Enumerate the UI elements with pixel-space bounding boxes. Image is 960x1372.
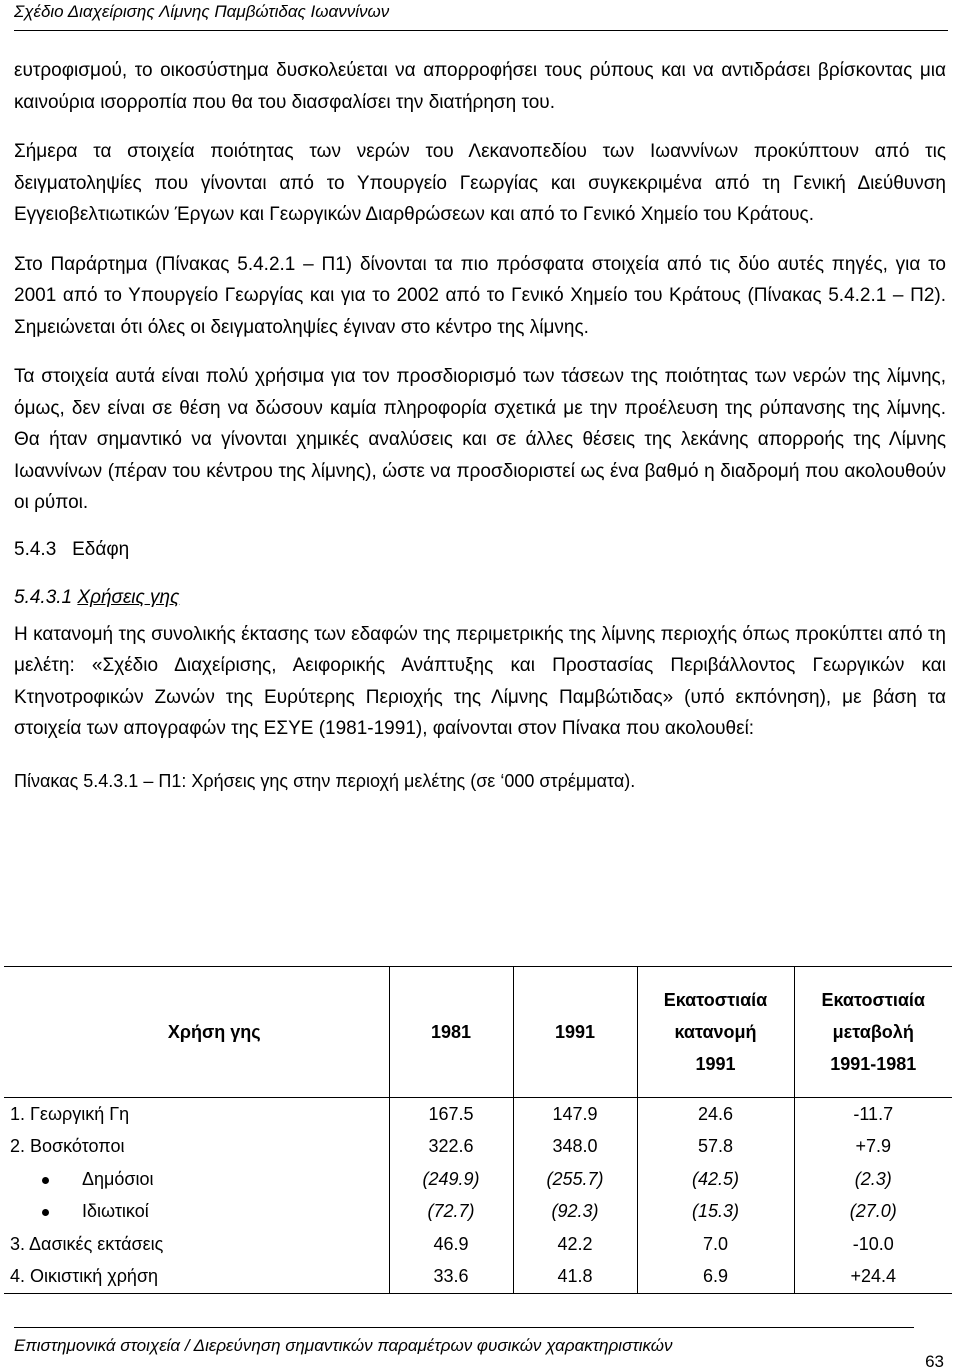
paragraph-1: ευτροφισμού, το οικοσύστημα δυσκολεύεται να απορροφήσει τους ρύπους και να αντιδράσει βρίσκοντας μια καινούρια ισορροπία που θα του διασφαλίσει την διατήρηση του.: [14, 60, 946, 113]
row-label: Ιδιωτικοί: [4, 1196, 389, 1229]
cell-percent: 7.0: [637, 1228, 794, 1261]
land-use-table: [4, 966, 952, 1294]
row-label: 1. Γεωργική Γη: [10, 1103, 130, 1124]
table-row: [4, 1131, 952, 1164]
section-heading: [14, 533, 946, 567]
cell-percent: (15.3): [637, 1196, 794, 1229]
cell-percent: 57.8: [637, 1131, 794, 1164]
bullet-icon: [42, 1169, 82, 1190]
cell-percent: 24.6: [637, 1098, 794, 1131]
cell-change: +7.9: [794, 1131, 952, 1164]
table-row: [4, 1196, 952, 1229]
bullet-icon: [42, 1201, 82, 1222]
section-title: Εδάφη: [72, 538, 130, 560]
cell-change: -10.0: [794, 1228, 952, 1261]
subsection-title: Χρήσεις γης: [77, 586, 180, 608]
subsection-heading: [14, 581, 946, 615]
row-label: 4. Οικιστική χρήση: [4, 1261, 389, 1294]
cell-change: (2.3): [794, 1163, 952, 1196]
cell-percent: (42.5): [637, 1163, 794, 1196]
header-rule: [14, 30, 948, 31]
paragraph-3: Στο Παράρτημα (Πίνακας 5.4.2.1 – Π1) δίνονται τα πιο πρόσφατα στοιχεία από τις δύο αυτές πηγές, για το 2001 από το Υπουργείο Γεωργίας και για το 2002 από το Γενικό Χημείο του Κράτους (Πίνακας 5.4.2.1 – Π2). Σημειώνεται ότι όλες οι δειγματοληψίες έγιναν στο κέντρο της λίμνης.: [14, 253, 946, 338]
header-percent-distribution: Εκατοστιαία κατανομή 1991: [637, 967, 794, 1098]
cell-1981: 46.9: [389, 1228, 513, 1261]
cell-1991: 147.9: [513, 1098, 637, 1131]
cell-1991: 41.8: [513, 1261, 637, 1294]
footer-rule: [14, 1327, 914, 1328]
cell-1991: 42.2: [513, 1228, 637, 1261]
cell-change: (27.0): [794, 1196, 952, 1229]
table-header-row: [4, 967, 952, 1098]
cell-1981: 167.5: [389, 1098, 513, 1131]
row-label: Δημόσιοι: [4, 1163, 389, 1196]
header-percent-change: Εκατοστιαία μεταβολή 1991-1981: [794, 967, 952, 1098]
paragraph-5: Η κατανομή της συνολικής έκτασης των εδαφών της περιμετρικής της λίμνης περιοχής όπως προκύπτει από τη μελέτη: «Σχέδιο Διαχείρισης, Αειφορικής Ανάπτυξης και Προστασίας Περιβάλλοντος Γεωργικών και Κτηνοτροφικών Ζωνών της Ευρύτερης Περιοχής της Λίμνης Παμβώτιδας» (υπό εκπόνηση), με βάση τα στοιχεία των απογραφών της ΕΣΥΕ (1981-1991), φαίνονται στον Πίνακα που ακολουθεί:: [14, 623, 946, 739]
table-caption: Πίνακας 5.4.3.1 – Π1: Χρήσεις γης στην περιοχή μελέτης (σε ‘000 στρέμματα).: [14, 770, 636, 791]
cell-1981: (249.9): [389, 1163, 513, 1196]
subsection-number: 5.4.3.1: [14, 586, 73, 608]
header-use: Χρήση γης: [4, 967, 389, 1098]
table-row: [4, 1228, 952, 1261]
section-number: 5.4.3: [14, 538, 57, 560]
row-label: 3. Δασικές εκτάσεις: [10, 1233, 164, 1254]
paragraph-4: Τα στοιχεία αυτά είναι πολύ χρήσιμα για τον προσδιορισμό των τάσεων της ποιότητας των νερών της λίμνης, όμως, δεν είναι σε θέση να δώσουν καμία πληροφορία σχετικά με την προέλευση της ρύπανσης της λίμνης. Θα ήταν σημαντικό να γίνονται χημικές αναλύσεις και σε άλλες θέσεις της λεκάνης απορροής της Λίμνης Ιωαννίνων (πέραν του κέντρου της λίμνης), ώστε να προσδιοριστεί ως ένα βαθμό η διαδρομή που ακολουθούν οι ρύποι.: [14, 366, 946, 513]
row-label: 2. Βοσκότοποι: [10, 1136, 125, 1157]
table-row: [4, 1261, 952, 1294]
cell-1991: (255.7): [513, 1163, 637, 1196]
running-header: Σχέδιο Διαχείρισης Λίμνης Παμβώτιδας Ιωαννίνων: [14, 2, 390, 21]
cell-1981: (72.7): [389, 1196, 513, 1229]
cell-1981: 322.6: [389, 1131, 513, 1164]
cell-percent: 6.9: [637, 1261, 794, 1294]
cell-change: +24.4: [794, 1261, 952, 1294]
cell-1991: (92.3): [513, 1196, 637, 1229]
header-1981: 1981: [389, 967, 513, 1098]
cell-1981: 33.6: [389, 1261, 513, 1294]
document-body: [14, 55, 946, 795]
running-footer: Επιστημονικά στοιχεία / Διερεύνηση σημαντικών παραμέτρων φυσικών χαρακτηριστικών: [14, 1336, 673, 1355]
paragraph-2: Σήμερα τα στοιχεία ποιότητας των νερών του Λεκανοπεδίου των Ιωαννίνων προκύπτουν από τις δειγματοληψίες που γίνονται από το Υπουργείο Γεωργίας και συγκεκριμένα από τη Γενική Διεύθυνση Εγγειοβελτιωτικών Έργων και Γεωργικών Διαρθρώσεων και από το Γενικό Χημείο του Κράτους.: [14, 141, 946, 225]
header-1991: 1991: [513, 967, 637, 1098]
cell-1991: 348.0: [513, 1131, 637, 1164]
page-number: 63: [925, 1352, 944, 1371]
table-row: [4, 1163, 952, 1196]
cell-change: -11.7: [794, 1098, 952, 1131]
table-row: [4, 1098, 952, 1131]
